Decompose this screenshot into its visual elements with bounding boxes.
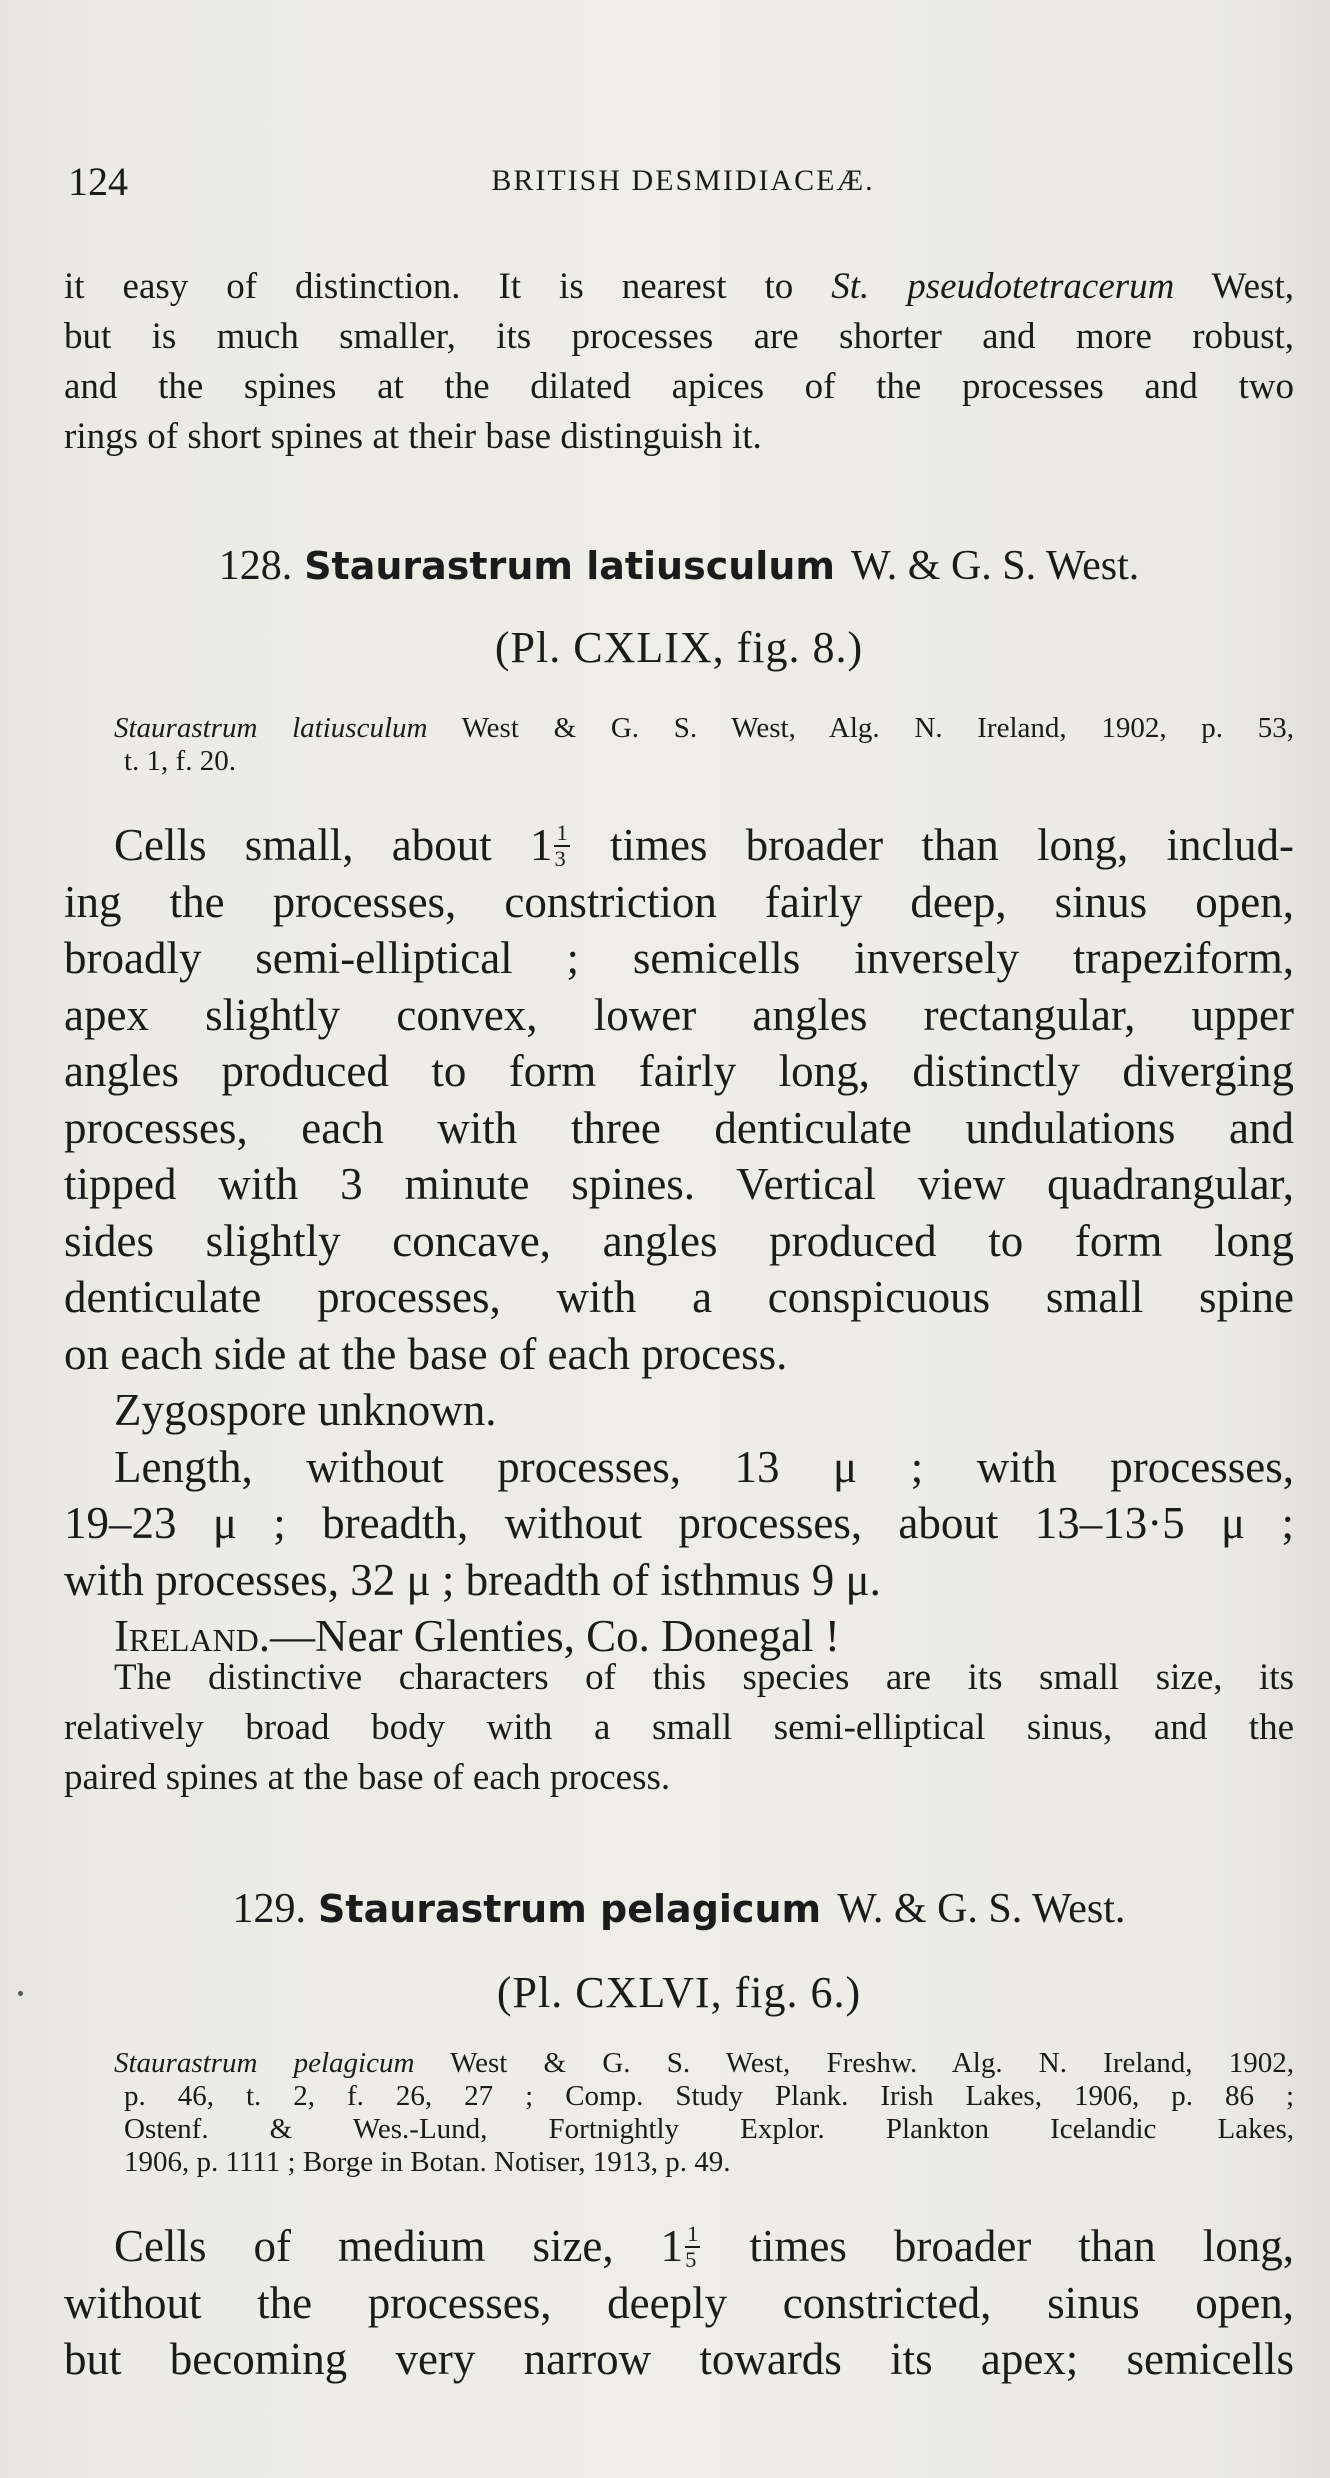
- text-line: Cells of medium size, 1 $\frac{1}{5}$ times broader than long,: [114, 2221, 1295, 2272]
- description-128: [64, 817, 1294, 1665]
- measurement-line: with processes, 32 μ ; breadth of isthmus 9 μ.: [64, 1554, 881, 1605]
- fraction: $\frac{1}{3}$: [554, 820, 568, 871]
- bibliography-129: [64, 2047, 1294, 2179]
- species-authority: W. & G. S. West.: [850, 543, 1140, 589]
- plate-reference-129: (Pl. CXLVI, fig. 6.): [496, 1968, 862, 2017]
- text-line: relatively broad body with a small semi-elliptical sinus, and the: [64, 1707, 1294, 1748]
- intro-paragraph: [64, 262, 1294, 462]
- text-line: and the spines at the dilated apices of the processes and two: [64, 366, 1294, 407]
- species-authority: W. & G. S. West.: [837, 1886, 1126, 1932]
- text-line: paired spines at the base of each process.: [64, 1757, 671, 1798]
- ink-speck: [18, 1991, 23, 1996]
- species-heading-129: [64, 1885, 1294, 1933]
- bibliography-128: [64, 712, 1294, 778]
- ref-line: Ostenf. & Wes.-Lund, Fortnightly Explor. Plankton Icelandic Lakes,: [124, 2113, 1294, 2145]
- text-line: rings of short spines at their base distinguish it.: [64, 416, 762, 457]
- fraction: $\frac{1}{5}$: [685, 2221, 699, 2272]
- note-128: [64, 1653, 1294, 1803]
- measurement-line: 19–23 μ ; breadth, without processes, about 13–13·5 μ ;: [64, 1498, 1294, 1548]
- text-line: but becoming very narrow towards its apex; semicells: [64, 2334, 1294, 2384]
- locality-label: Ireland.: [114, 1611, 271, 1661]
- text-line: on each side at the base of each process.: [64, 1328, 788, 1379]
- text-line: Cells small, about 1 $\frac{1}{3}$ times broader than long, includ-: [114, 820, 1294, 871]
- ref-line: t. 1, f. 20.: [124, 745, 236, 777]
- page-header: [68, 158, 1238, 208]
- species-number: 129.: [232, 1886, 307, 1932]
- text-line: without the processes, deeply constricted, sinus open,: [64, 2277, 1294, 2328]
- measurement-line: Length, without processes, 13 μ ; with processes,: [114, 1441, 1294, 1492]
- ref-line: Staurastrum latiusculum West & G. S. West, Alg. N. Ireland, 1902, p. 53,: [114, 712, 1294, 744]
- text-line: apex slightly convex, lower angles rectangular, upper: [64, 989, 1294, 1040]
- locality-line: Ireland.—Near Glenties, Co. Donegal !: [114, 1611, 840, 1661]
- species-name: Staurastrum latiusculum: [304, 544, 835, 588]
- text-line: ing the processes, constriction fairly deep, sinus open,: [64, 876, 1294, 927]
- ref-line: 1906, p. 1111 ; Borge in Botan. Notiser, 1913, p. 49.: [124, 2146, 731, 2178]
- running-title: BRITISH DESMIDIACEÆ.: [491, 164, 875, 197]
- ref-line: Staurastrum pelagicum West & G. S. West, Freshw. Alg. N. Ireland, 1902,: [114, 2047, 1294, 2079]
- species-epithet: St. pseudotetracerum: [831, 266, 1175, 307]
- text-line: The distinctive characters of this species are its small size, its: [114, 1657, 1294, 1698]
- species-number: 128.: [218, 543, 293, 589]
- text-line: sides slightly concave, angles produced to form long: [64, 1215, 1294, 1266]
- text-line: processes, each with three denticulate undulations and: [64, 1102, 1294, 1153]
- species-heading-128: [64, 542, 1294, 590]
- page-number: 124: [68, 159, 128, 204]
- species-name: Staurastrum pelagicum: [318, 1887, 822, 1931]
- ref-line: p. 46, t. 2, f. 26, 27 ; Comp. Study Plank. Irish Lakes, 1906, p. 86 ;: [124, 2080, 1294, 2112]
- text-line: tipped with 3 minute spines. Vertical view quadrangular,: [64, 1159, 1294, 1209]
- plate-reference-128: (Pl. CXLIX, fig. 8.): [494, 623, 864, 672]
- text-line: angles produced to form fairly long, distinctly diverging: [64, 1046, 1294, 1096]
- zygospore-line: Zygospore unknown.: [114, 1385, 497, 1435]
- text-line: it easy of distinction. It is nearest to St. pseudotetracerum West,: [64, 266, 1294, 307]
- description-129: [64, 2218, 1294, 2388]
- text-line: broadly semi-elliptical ; semicells inversely trapeziform,: [64, 933, 1294, 983]
- text-line: denticulate processes, with a conspicuous small spine: [64, 1272, 1294, 1322]
- text-line: but is much smaller, its processes are shorter and more robust,: [64, 316, 1294, 357]
